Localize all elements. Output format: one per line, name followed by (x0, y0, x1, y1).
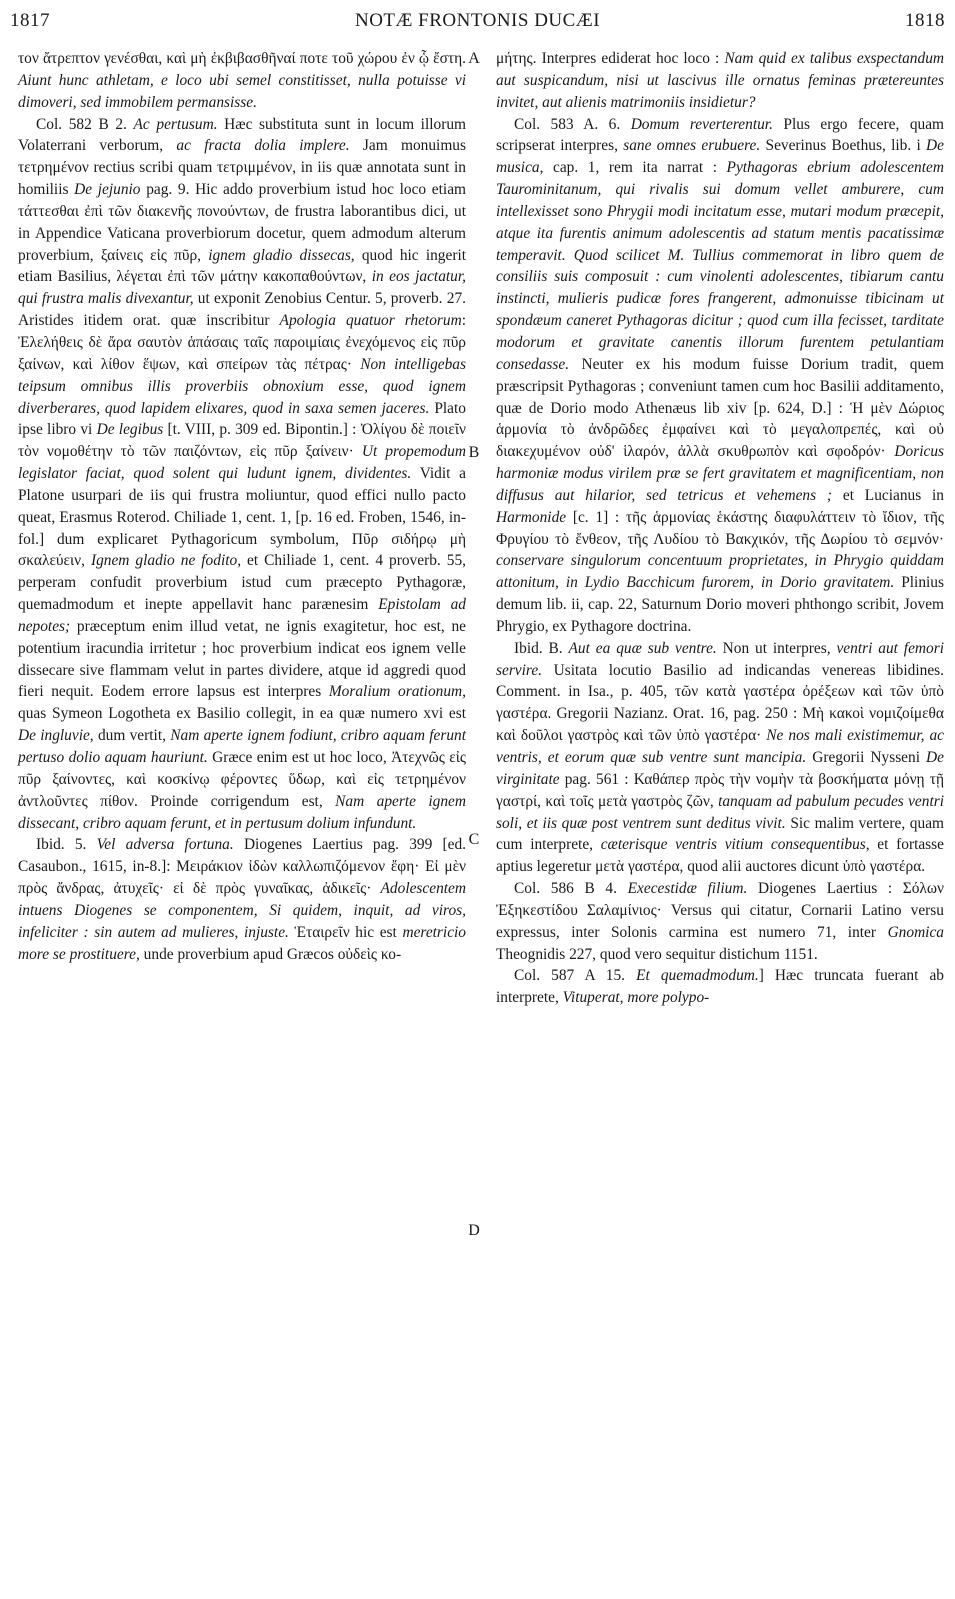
italic-text: Et quemadmodum. (636, 967, 759, 985)
paragraph (496, 878, 944, 965)
text-run: Ἑταιρεῖν hic est (288, 923, 403, 941)
italic-text: Ignem gladio ne fodito, (90, 552, 242, 570)
italic-text: Doricus harmoniæ modus virilem præ se fert gravitatem et magnificentiam, non diffusus aut hilarior, sed tetricus et vehemens ; (496, 443, 944, 504)
italic-text: Nam aperte ignem dissecant, cribro aquam ferunt, et in pertusum dolium infundunt. (18, 792, 467, 832)
paragraph (18, 834, 466, 965)
italic-text: De ingluvie, (18, 727, 94, 745)
right-column (496, 48, 944, 1009)
italic-text: Adolescentem intuens Diogenes se componentem, Si quidem, inquit, ad viros, infeliciter : sin autem ad mulieres, injuste. (18, 880, 466, 941)
text-run: quas Symeon Logotheta ex Basilio collegit, in ea quæ numero xvi est (18, 705, 466, 723)
italic-text: cæterisque ventris vitium consequentibus, (600, 836, 870, 854)
text-run: [t. VIII, p. 309 ed. Bipontin.] : Ὀλίγου δὲ ποιεῖν τὸν νομοθέτην τὸ τῶν παιζόντων, εἰς πῦρ ξαίνειν· (18, 421, 466, 461)
text-run: Gregorii Nysseni (806, 749, 927, 766)
italic-text: meretricio more se prostituere, (18, 923, 466, 963)
text-run: præceptum enim illud vetat, ne ignis exagitetur, hoc est, ne potentium iracundia irritetur ; hoc proverbium indicat eos ignem velle dissecare sive flammam velut in partes dividere, atque id aggredi quod fieri nequit. Eodem errore lapsus est interpres (18, 617, 466, 701)
paragraph (496, 965, 944, 1009)
italic-text: conservare singulorum concentuum proprietates, in Phrygio quiddam attonitum, in Lydio Bacchicum furorem, in Dorio gravitatem. (496, 552, 944, 592)
italic-text: De legibus (96, 421, 164, 439)
italic-text: Ut propemodum legislator faciat, quod solent qui ludunt ignem, dividentes. (18, 443, 466, 483)
text-run: Græce enim est ut hoc loco, Ἀτεχνῶς εἰς πῦρ ξαίνοντες, καὶ κοσκίνῳ φέροντες ὕδωρ, καὶ εἰς τετρημένον ἀντλοῦντες πίθον. Proinde corrigendum est, (18, 749, 466, 810)
text-run: et fortasse aptius legeretur μετὰ γαστέρα, quod alii auctores dicunt ὑπὸ γαστέρα. (496, 836, 944, 876)
text-run: pag. 9. Hic addo proverbium istud hoc loco etiam τάττεσθαι ἐπὶ τῶν διακενῆς πονούντων, de frustra laborantibus dici, ut in Appendice Vaticana proverbiorum docetur, quem admodum alterum proverbium, ξαίνεις εἰς πῦρ, (18, 181, 466, 264)
italic-text: Vel adversa fortuna. (96, 836, 234, 854)
italic-text: Nam quid ex talibus exspectandum aut suspicandum, nisi ut lascivus ille ornatus feminas prætereuntes invitet, aut alienis matrimoniis insidietur? (496, 50, 945, 111)
text-run: Col. 583 A. 6. (514, 115, 631, 133)
paragraph (496, 48, 944, 114)
paragraph (18, 114, 466, 835)
italic-text: Moralium orationum, (328, 683, 466, 701)
margin-marker-d: D (468, 1222, 480, 1239)
text-run: [c. 1] : τῆς ἁρμονίας ἑκάστης διαφυλάττειν τὸ ἴδιον, τῆς Φρυγίου τὸ ἔνθεον, τῆς Λυδίου τὸ Βακχικόν, τῆς Δωρίου τὸ σεμνόν· (496, 508, 944, 548)
paragraph (496, 114, 944, 638)
column-number-left: 1817 (10, 10, 50, 31)
text-run: Col. 587 A 15. (514, 967, 637, 985)
italic-text: sane omnes erubuere. (623, 137, 761, 155)
italic-text: De virginitate (496, 749, 944, 788)
text-run: Diogenes Laertius : Σόλων Ἐξηκεστίδου Σαλαμίνιος· Versus qui citatur, Cornarii Latino versu expressus, inter Solonis carmina est numero 71, inter (496, 880, 944, 941)
text-run: unde proverbium apud Græcos οὐδεὶς κο- (139, 945, 402, 963)
text-run: Neuter ex his modum fuisse Dorium tradit, quem præscripsit Pythagoras ; conveniunt tamen cum hoc Basilii additamento, quæ de Dorio modo Athenæus lib xiv [p. 624, D.] : Ἡ μὲν Δώριος ἁρμονία τὸ ἀνδρῶδες ἐμφαίνει καὶ τὸ μεγαλοπρεπές, καὶ οὐ διακεχυμένον οὐδ' ἱλαρόν, ἀλλὰ σκυθρωπὸν καὶ σφοδρόν· (496, 355, 944, 461)
text-run: Col. 582 B 2. (36, 115, 134, 133)
italic-text: Pythagoras ebrium adolescentem Taurominitanum, qui rivalis sui domum vellet amburere, cum intellexisset sono Phrygii modi incitatum esse, mutari modum præcepit, atque ita furentis animum adolescentis ad statum mentis pacatissimæ temperavit. Quod scilicet M. Tullius commemorat in libro quem de consiliis suis composuit : cum vinolenti adolescentes, tibiarum cantu instincti, mulieris pudicæ fores frangerent, admonuisse tibicinam ut spondæum caneret Pythagoras dicitur ; quod cum illa fecisset, tarditate modorum et gravitate canentis illorum furentem petulantiam consedasse. (496, 159, 944, 373)
italic-text: Non intelligebas teipsum omnibus illis proverbiis obnoxium esse, quod ignem diverberares, quod lapidem elixares, quod in saxa semen jaceres. (18, 355, 466, 417)
italic-text: Epistolam ad nepotes; (18, 596, 466, 635)
italic-text: Apologia quatuor rhetorum (279, 312, 462, 330)
margin-marker-b: B (468, 444, 480, 461)
italic-text: De jejunio (74, 181, 141, 199)
text-run: Plato ipse libro vi (18, 399, 466, 439)
running-title: NOTÆ FRONTONIS DUCÆI (354, 10, 601, 31)
margin-marker-a: A (468, 50, 480, 67)
text-run: Plus ergo fecere, quam scripserat interpres, (496, 115, 945, 155)
text-run: Plinius demum lib. ii, cap. 22, Saturnum Dorio moveri phthongo scribit, Jovem Phrygio, ex Pythagore doctrina. (496, 574, 944, 635)
text-run: dum vertit, (93, 727, 171, 745)
paragraph (18, 48, 466, 114)
text-run: Severinus Boethus, lib. i (760, 137, 927, 155)
text-run: Theognidis 227, quod vero sequitur distichum 1151. (496, 945, 818, 963)
text-run: Col. 586 B 4. (514, 880, 628, 898)
text-run: quod hic ingerit etiam Basilius, λέγεται ἐπὶ τῶν μάτην κακοπαθούντων, (18, 246, 466, 286)
margin-marker-c: C (468, 831, 480, 848)
italic-text: ventri aut femori servire. (496, 639, 944, 679)
italic-text: De musica (496, 137, 944, 177)
italic-text: Aiunt hunc athletam, e loco ubi semel constitisset, nulla potuisse vi dimoveri, sed immobilem permansisse. (18, 71, 466, 111)
text-run: Jam monuimus τετρημένον rectius scribi quam τετριμμένον, in iis quæ annotata sunt in homiliis (18, 137, 466, 199)
paragraph (496, 638, 944, 878)
italic-text: Domum reverterentur. (630, 115, 773, 133)
italic-text: Vituperat, more polypo- (562, 989, 710, 1007)
italic-text: Ne nos mali existimemur, ac ventris, et eorum quæ sub ventre sunt mancipia. (496, 727, 944, 766)
column-number-right: 1818 (905, 10, 945, 31)
text-run: ut exponit Zenobius Centur. 5, proverb. 27. Aristides itidem orat. quæ inscribitur (18, 290, 466, 330)
text-run: Ibid. B. (514, 639, 569, 657)
text-run: et Chiliade 1, cent. 4 proverb. 55, perperam confudit proverbium istud cum præcepto Pythagoræ, quemadmodum et inepte appellavit hanc parænesim (18, 552, 466, 614)
text-run: Diogenes Laertius pag. 399 [ed. Casaubon., 1615, in-8.]: Μειράκιον ἰδὼν καλλωπιζόμενον ἔφη· Εἰ μὲν πρὸς ἄνδρας, ἀτυχεῖς· εἰ δὲ πρὸς γυναῖκας, ἀδικεῖς· (18, 836, 466, 898)
text-run: μήτης. Interpres ediderat hoc loco : (496, 50, 725, 67)
italic-text: Execestidæ filium. (627, 880, 748, 898)
italic-text: Ac pertusum. (133, 115, 218, 133)
text-run: τον ἄτρεπτον γενέσθαι, καὶ μὴ ἐκβιβασθῆναί ποτε τοῦ χώρου ἐν ᾧ ἔστη. (18, 50, 466, 67)
text-run: ] Hæc truncata fuerant ab interprete, (496, 967, 944, 1007)
text-run: : Ἐλελήθεις δὲ ἄρα σαυτὸν ἁπάσαις ταῖς παροιμίαις ἐνεχόμενος εἰς πῦρ ξαίνων, καὶ λίθον ἕψων, καὶ σπείρων τὰς πέτρας· (18, 312, 466, 373)
italic-text: in eos jactatur, qui frustra malis divexantur, (18, 268, 466, 308)
italic-text: Harmonide (496, 508, 567, 526)
left-column (18, 48, 466, 965)
italic-text: ac fracta dolia implere. (176, 137, 350, 155)
italic-text: Aut ea quæ sub ventre. (568, 639, 717, 657)
text-run: Non ut interpres, (716, 639, 837, 657)
text-run: Vidit a Platone usurpari de iis qui frustra moliuntur, quod effici nullo pacto queat, Erasmus Roterod. Chiliade 1, cent. 1, [p. 16 ed. Froben, 1546, in-fol.] dum explicaret Pythagoricum symbolum, Πῦρ σιδήρῳ μὴ σκαλεύειν, (18, 465, 466, 570)
text-run: Ibid. 5. (36, 836, 97, 854)
italic-text: tanquam ad pabulum pecudes ventri soli, et iis quæ post ventrem sunt deditus vivit. (496, 792, 944, 832)
italic-text: ignem gladio dissecas, (208, 246, 355, 264)
text-run: , cap. 1, rem ita narrat : (539, 159, 727, 177)
text-run: pag. 561 : Καθάπερ πρὸς τὴν νομὴν τὰ βοσκήματα μόνῃ τῇ γαστρί, καὶ τοῖς μετὰ γαστρὸς ζῶν, (496, 770, 944, 810)
text-run: Sic malim vertere, quam cum interprete, (496, 814, 945, 854)
page-header (10, 10, 945, 34)
text-run: Hæc substituta sunt in locum illorum Volaterrani verborum, (18, 115, 466, 155)
text-run: et Lucianus in (832, 486, 944, 504)
text-run: Usitata locutio Basilio ad indicandas venereas libidines. Comment. in Isa., p. 405, τῶν κατὰ γαστέρα ὀρέξεων καὶ τῶν ὑπὸ γαστέρα. Gregorii Nazianz. Orat. 16, pag. 250 : Μὴ κακοὶ νομιζοίμεθα καὶ δοῦλοι γαστρὸς καὶ τῶν ὑπὸ γαστέρα· (496, 661, 944, 745)
italic-text: Nam aperte ignem fodiunt, cribro aquam ferunt pertuso dolio aquam hauriunt. (18, 727, 467, 766)
italic-text: Gnomica (887, 923, 944, 941)
